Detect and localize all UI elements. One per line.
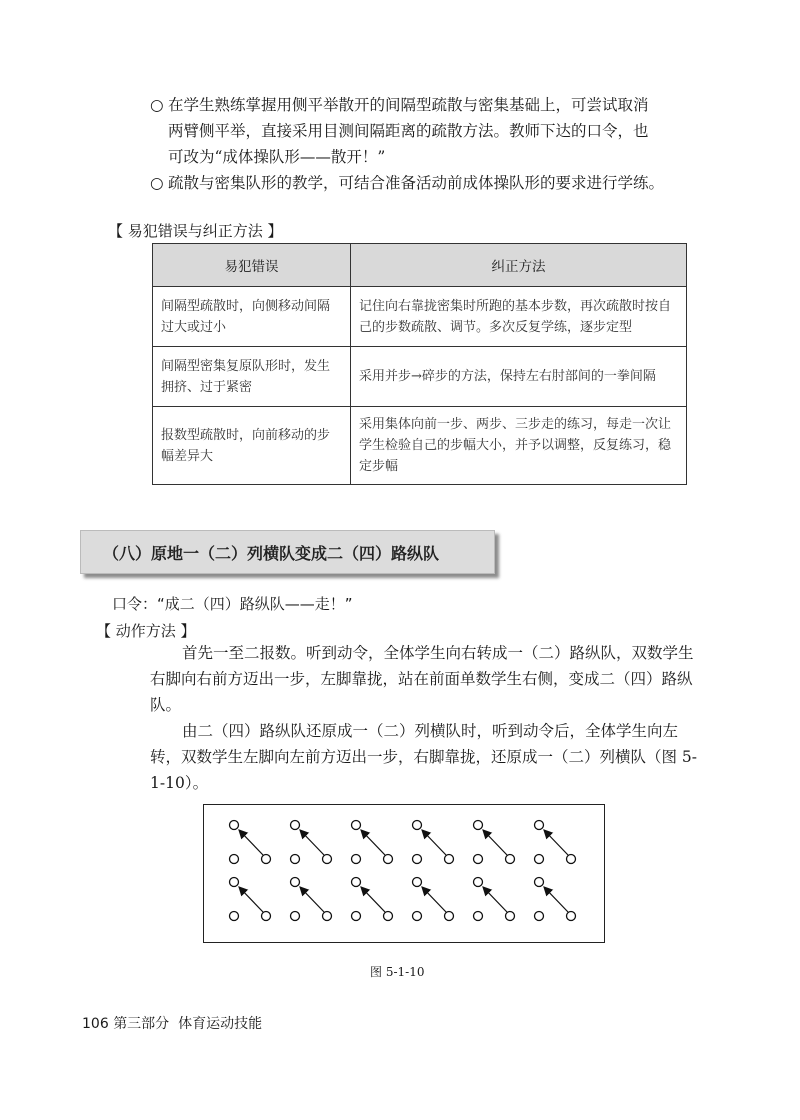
tip-2 [150,170,695,196]
odd-student-circle [413,912,422,921]
fix-cell: 记住向右靠拢密集时所跑的基本步数，再次疏散时按自己的步数疏散、调节。多次反复学练，逐步定型 [351,287,687,347]
section-heading: （八）原地一（二）列横队变成二（四）路纵队 [103,544,440,563]
paragraph-1: 首先一至二报数。听到动令，全体学生向右转成一（二）路纵队，双数学生右脚向右前方迈出一步，左脚靠拢，站在前面单数学生右侧，变成二（四）路纵队。 [150,644,694,714]
front-student-circle [291,878,300,887]
move-arrow [544,887,568,912]
odd-student-circle [352,855,361,864]
header-error: 易犯错误 [153,244,351,287]
odd-student-circle [535,855,544,864]
move-arrow [483,830,507,855]
tip-1-line-2: 两臂侧平举，直接采用目测间隔距离的疏散方法。教师下达的口令，也 [168,122,649,140]
fix-cell: 采用并步→碎步的方法，保持左右肘部间的一拳间隔 [351,347,687,407]
front-student-circle [230,821,239,830]
even-student-circle [323,855,332,864]
circle-bullet-icon: ○ [150,174,164,192]
front-student-circle [291,821,300,830]
odd-student-circle [474,912,483,921]
move-arrow [361,887,385,912]
page-number: 106 [82,1016,109,1032]
part-title: 体育运动技能 [178,1016,263,1032]
tips-list [150,92,695,196]
front-student-circle [352,821,361,830]
move-arrow [422,830,446,855]
tip-2-line-1: 疏散与密集队形的教学，可结合准备活动前成体操队形的要求进行学练。 [168,174,665,192]
tip-1-line-3: 可改为“成体操队形——散开！” [168,148,386,166]
command-text: 口令：“成二（四）路纵队——走！” [112,595,353,613]
even-student-circle [506,912,515,921]
method-title: 【 动作方法 】 [96,622,196,640]
front-student-circle [230,878,239,887]
errors-section-title: 【 易犯错误与纠正方法 】 [108,222,283,240]
table-row [153,347,687,407]
odd-student-circle [291,855,300,864]
even-student-circle [567,912,576,921]
move-arrow [483,887,507,912]
move-arrow [422,887,446,912]
front-student-circle [413,821,422,830]
move-arrow [239,830,263,855]
header-fix: 纠正方法 [351,244,687,287]
odd-student-circle [291,912,300,921]
formation-diagram [204,805,604,942]
circle-bullet-icon: ○ [150,96,164,114]
front-student-circle [474,878,483,887]
move-arrow [239,887,263,912]
paragraph-2: 由二（四）路纵队还原成一（二）列横队时，听到动令后，全体学生向左转，双数学生左脚向左前方迈出一步，右脚靠拢，还原成一（二）列横队（图 5-1-10）。 [150,722,698,792]
even-student-circle [506,855,515,864]
figure-caption: 图 5-1-10 [370,965,425,979]
even-student-circle [445,912,454,921]
even-student-circle [567,855,576,864]
error-cell: 报数型疏散时，向前移动的步幅差异大 [153,407,351,485]
odd-student-circle [230,855,239,864]
odd-student-circle [352,912,361,921]
move-arrow [361,830,385,855]
even-student-circle [262,912,271,921]
move-arrow [544,830,568,855]
move-arrow [300,830,324,855]
front-student-circle [413,878,422,887]
odd-student-circle [230,912,239,921]
table-row [153,287,687,347]
even-student-circle [445,855,454,864]
part-label: 第三部分 [113,1016,170,1032]
errors-table [152,243,687,485]
formation-figure [203,804,605,943]
front-student-circle [535,821,544,830]
section-heading-banner [80,530,495,574]
error-cell: 间隔型疏散时，向侧移动间隔过大或过小 [153,287,351,347]
front-student-circle [474,821,483,830]
table-row [153,407,687,485]
table-header-row [153,244,687,287]
front-student-circle [352,878,361,887]
even-student-circle [323,912,332,921]
even-student-circle [384,912,393,921]
error-cell: 间隔型密集复原队形时，发生拥挤、过于紧密 [153,347,351,407]
even-student-circle [384,855,393,864]
tip-1 [150,92,695,170]
page-footer [82,1013,262,1033]
odd-student-circle [413,855,422,864]
move-arrow [300,887,324,912]
even-student-circle [262,855,271,864]
odd-student-circle [474,855,483,864]
tip-1-line-1: 在学生熟练掌握用侧平举散开的间隔型疏散与密集基础上，可尝试取消 [168,96,649,114]
front-student-circle [535,878,544,887]
odd-student-circle [535,912,544,921]
fix-cell: 采用集体向前一步、两步、三步走的练习，每走一次让学生检验自己的步幅大小，并予以调整，反复练习，稳定步幅 [351,407,687,485]
